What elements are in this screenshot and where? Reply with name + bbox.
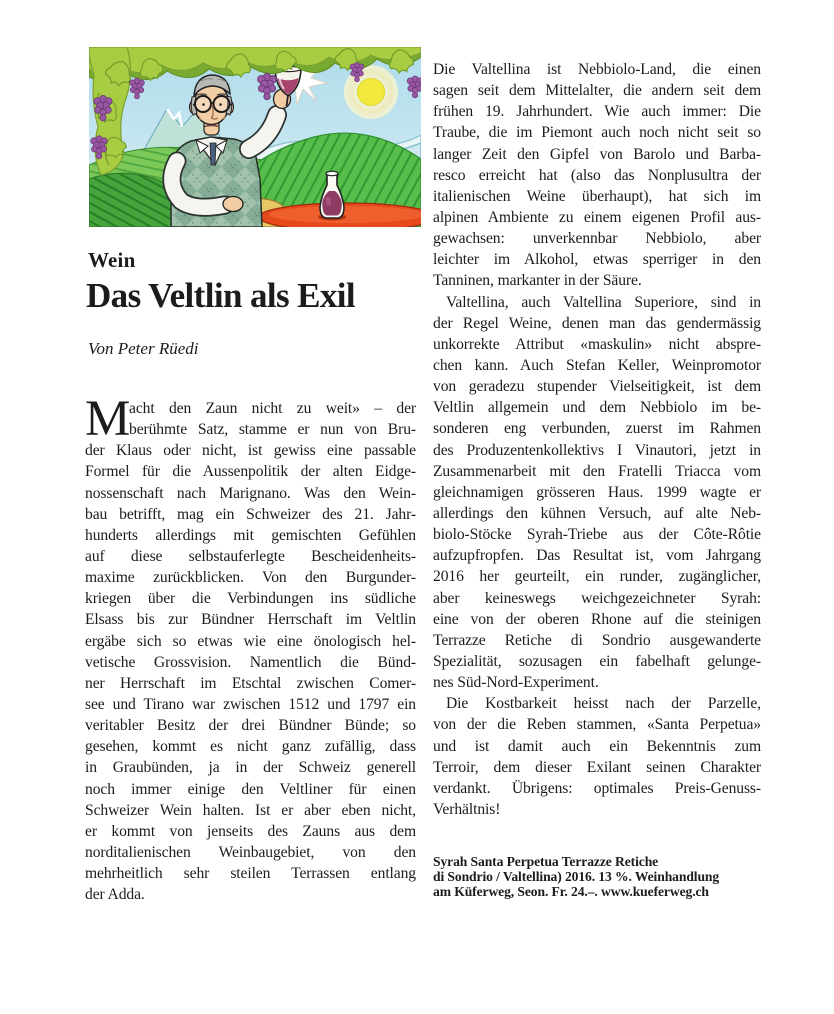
text-line: in Graubünden, ja in der Schweiz generell — [85, 759, 416, 777]
text-line: Terrazze Retiche di Sondrio ausgewanderte — [433, 631, 761, 649]
text-line: langer Zeit den Gipfel von Barolo und Barba- — [433, 145, 761, 163]
text-line: gewachsen: unverkennbar Nebbiolo, aber — [433, 230, 761, 248]
text-line: hunderts allerdings mit gemischten Gefühlen — [85, 526, 416, 544]
text-line: Veltlin allgemein und dem Nebbiolo im be- — [433, 399, 761, 417]
article-illustration — [89, 47, 421, 227]
text-line: frühen 19. Jahrhundert. Wie auch immer: Die — [433, 103, 761, 121]
text-line: aber keineswegs weichgezeichneter Syrah: — [433, 589, 761, 607]
text-line: nes Süd-Nord-Experiment. — [433, 674, 599, 692]
text-line: allerdings den kühnen Versuch, auf alte Neb- — [433, 504, 761, 522]
text-line: von geradezu stupender Vielseitigkeit, ist dem — [433, 378, 761, 396]
text-line: Tanninen, markanter in der Säure. — [433, 272, 642, 290]
text-line: gesehen, kommt es nicht ganz zufällig, dass — [85, 738, 416, 756]
text-line: vetische Grossvision. Namentlich die Bünd- — [85, 653, 416, 671]
text-line: Spezialität, sozusagen ein fabelhaft gelunge- — [433, 652, 761, 670]
tie — [210, 143, 216, 165]
text-line: Die Valtellina ist Nebbiolo-Land, die einen — [433, 61, 761, 78]
text-line: norditalienischen Weinbaugebiet, von den — [85, 843, 416, 861]
text-line: Syrah Santa Perpetua Terrazze Retiche — [433, 854, 659, 869]
text-line: maxime zurückblicken. Von den Burgunder- — [85, 569, 416, 587]
text-line: kriegen über die Verbindungen ins südliche — [85, 590, 416, 608]
text-line: Formel für die Aussenpolitik der alten Eidge- — [85, 463, 416, 481]
text-line: Die Kostbarkeit heisst nach der Parzelle, — [446, 695, 761, 713]
text-line: Terroir, dem dieser Exilant seinen Charakter — [433, 758, 761, 776]
text-line: chen kann. Auch Stefan Keller, Weinpromotor — [433, 356, 761, 374]
byline: Von Peter Rüedi — [88, 339, 199, 358]
section-label: Wein — [88, 248, 136, 272]
text-line: des Produzentenkollektivs I Vinautori, jetzt in — [433, 441, 761, 459]
drop-cap: M — [85, 391, 130, 447]
paragraph-1 — [85, 391, 416, 905]
paragraph-3 — [433, 292, 761, 694]
text-line: verdankt. Übrigens: optimales Preis-Genuss- — [433, 779, 761, 797]
text-line: di Sondrio / Valtellina) 2016. 13 %. Weinhandlung — [433, 868, 720, 884]
text-line: Elsass bis zur Bündner Herrschaft im Veltlin — [85, 611, 416, 629]
text-line: eine von der oberen Rhone auf die steinigen — [433, 610, 761, 628]
text-line: noch immer einige den Veltliner für einen — [85, 780, 416, 798]
text-line: mehrheitlich sehr steilen Terrassen entlang — [85, 865, 416, 883]
text-line: Schweizer Wein halten. Ist er aber eben nicht, — [85, 801, 416, 819]
wine-details — [433, 855, 761, 900]
text-line: der Regel Weine, denen man das gendermässig — [433, 314, 761, 332]
text-line: biolo-Stöcke Syrah-Triebe aus der Côte-Rôtie — [433, 526, 761, 544]
vineyard-scene — [89, 47, 421, 227]
text-line: italienischen Weine überhaupt), hat sich im — [433, 187, 761, 205]
text-line: see und Tirano war zwischen 1512 und 1797 ein — [85, 695, 416, 713]
text-line: unkorrekte Attribut «maskulin» nicht abspre- — [433, 335, 761, 353]
text-line: nossenschaft nach Marignano. Was den Wein- — [85, 484, 416, 502]
paragraph-2 — [433, 59, 761, 292]
text-line: Valtellina, auch Valtellina Superiore, sind in — [446, 293, 761, 311]
text-line: acht den Zaun nicht zu weit» – der — [129, 400, 416, 417]
right-column — [433, 59, 761, 820]
article-title: Das Veltlin als Exil — [86, 276, 356, 315]
text-line: sonderen eng verbunden, zuerst im Rahmen — [433, 420, 761, 438]
text-line: Verhältnis! — [433, 800, 501, 818]
text-line: berühmte Satz, stamme er nun von Bru- — [129, 421, 416, 439]
left-column — [85, 391, 416, 905]
text-line: resco erreicht hat (also das Nonplusultra der — [433, 166, 761, 184]
text-line: gleichnamigen grösseren Haus. 1999 wagte er — [433, 483, 761, 501]
text-line: bau betrifft, mag ein Schweizer des 21. Jahr- — [85, 505, 416, 523]
text-line: ergäbe sich so etwas wie eine önologisch hel- — [85, 632, 416, 650]
text-line: Zusammenarbeit mit den Fratelli Triacca vom — [433, 462, 761, 480]
text-line: am Küferweg, Seon. Fr. 24.–. www.kueferweg.ch — [433, 883, 709, 899]
text-line: der Klaus oder nicht, ist gewiss eine passable — [85, 442, 416, 460]
hand — [223, 197, 243, 212]
text-line: ner Herrschaft im Etschtal zwischen Comer- — [85, 674, 416, 692]
text-line: auf diese selbstauferlegte Bescheidenheits- — [85, 547, 416, 565]
text-line: der Adda. — [85, 886, 145, 904]
text-line: und ist damit auch ein Bekenntnis zum — [433, 737, 761, 755]
text-line: von der die Reben stammen, «Santa Perpetua» — [433, 716, 761, 734]
text-line: 2016 her geurteilt, ein runder, zugänglicher, — [433, 568, 761, 586]
text-line: Traube, die im Piemont auch noch nicht seit so — [433, 124, 761, 142]
text-line: aufzupfropfen. Das Resultat ist, vom Jahrgang — [433, 547, 761, 565]
text-line: veritabler Besitz der drei Bündner Bünde; so — [85, 717, 416, 735]
text-line: alpinen Ambiente zu einem eigenen Profil aus- — [433, 208, 761, 226]
text-line: leichter im Alkohol, etwas sperriger in den — [433, 251, 761, 269]
text-line: sagen seit dem Mittelalter, die andern seit dem — [433, 82, 761, 100]
paragraph-4 — [433, 693, 761, 820]
text-line: er kommt von jenseits des Zauns aus dem — [85, 822, 416, 840]
